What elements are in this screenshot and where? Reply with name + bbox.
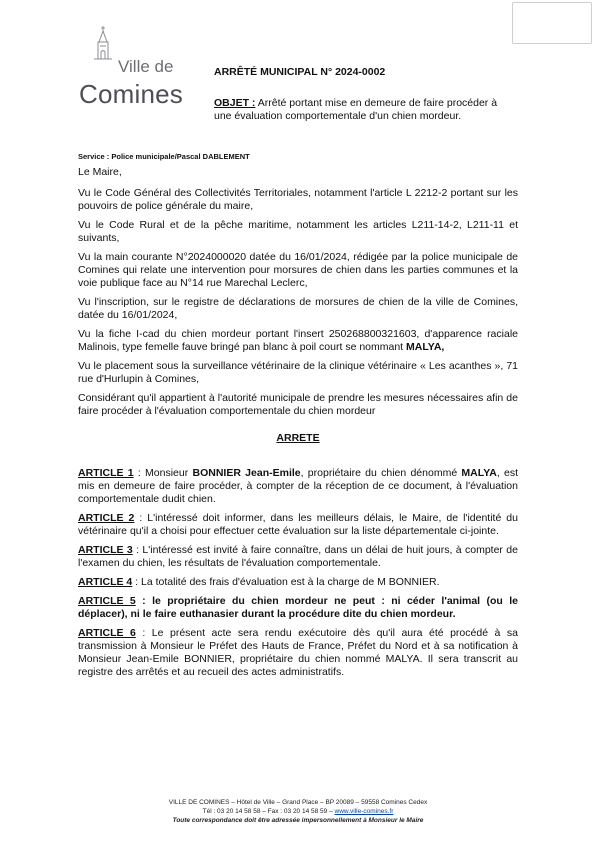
footer-contact xyxy=(78,807,518,816)
article-1-text-b: , est mis en demeure de faire procéder, à compter de la réception de ce document, à l'évaluation comportementale dudit chien. xyxy=(78,467,519,505)
article-3 xyxy=(78,544,518,570)
considerant-placement: Vu le placement sous la surveillance vétérinaire de la clinique vétérinaire « Les acanthes », 71 rue d'Hurlupin à Comines, xyxy=(78,360,518,385)
article-6 xyxy=(78,627,518,679)
article-1-text-a: , propriétaire du chien dénommé xyxy=(300,467,462,479)
considerant-final: Considérant qu'il appartient à l'autorité municipale de prendre les mesures nécessaires afin de faire procéder à l'évaluation comportementale du chien mordeur xyxy=(78,392,518,417)
website-link[interactable]: www.ville-comines.fr xyxy=(334,808,394,815)
article-4-label: ARTICLE 4 xyxy=(78,576,133,588)
fiche-text: Vu la fiche I-cad du chien mordeur portant l'insert 250268800321603, d'apparence raciale Malinois, type femelle fauve bringé pan blanc à poil court se nommant xyxy=(78,328,518,353)
salutation: Le Maire, xyxy=(78,166,122,178)
article-6-text: : Le présent acte sera rendu exécutoire dès qu'il aura été procédé à sa transmission à Monsieur le Préfet des Hauts de France, Préfet du Nord et à sa notification à Monsieur Jean-Emile BONNIER, propriétaire du chien nommé MALYA. Il sera transcrit au registre des arrêtés et au recueil des actes administratifs. xyxy=(78,627,518,678)
article-1-sep: : Monsieur xyxy=(133,467,193,479)
footer-phone-fax: Tél : 03 20 14 58 58 – Fax : 03 20 14 58 59 – xyxy=(202,808,335,815)
footer xyxy=(78,798,518,825)
church-icon xyxy=(92,26,114,60)
considerant-code-rural: Vu le Code Rural et de la pêche maritime, notamment les articles L211-14-2, L211-11 et suivants, xyxy=(78,219,518,244)
owner-name: BONNIER Jean-Emile xyxy=(192,467,301,479)
arrete-heading: ARRETE xyxy=(276,432,320,444)
footer-note: Toute correspondance doit être adressée impersonnellement à Monsieur le Maire xyxy=(172,817,424,824)
considerant-main-courante: Vu la main courante N°2024000020 datée du 16/01/2024, rédigée par la police municipale de Comines qui relate une intervention pour morsures de chien dans les parties communes et la voie publique face au N°14 rue Marechal Leclerc, xyxy=(78,251,518,289)
article-1-dog-name: MALYA xyxy=(461,467,497,479)
article-5 xyxy=(78,595,518,621)
article-1-label: ARTICLE 1 xyxy=(78,467,134,479)
document-title: ARRÊTÉ MUNICIPAL N° 2024-0002 xyxy=(214,66,386,78)
article-2 xyxy=(78,512,518,538)
article-3-label: ARTICLE 3 xyxy=(78,544,133,556)
footer-address: VILLE DE COMINES – Hôtel de Ville – Grand Place – BP 20089 – 59558 Comines Cedex xyxy=(168,799,428,806)
considerant-cgct: Vu le Code Général des Collectivités Territoriales, notamment l'article L 2212-2 portant sur les pouvoirs de police générale du maire, xyxy=(78,187,518,212)
subject xyxy=(214,97,514,123)
considerant-fiche-icad xyxy=(78,328,518,354)
subject-label: OBJET : xyxy=(214,97,256,109)
article-4 xyxy=(78,576,518,589)
article-4-text: : La totalité des frais d'évaluation est à la charge de M BONNIER. xyxy=(132,576,440,588)
article-1 xyxy=(78,467,518,506)
considerant-registre: Vu l'inscription, sur le registre de déclarations de morsures de chien de la ville de Comines, datée du 16/01/2024, xyxy=(78,296,518,321)
dog-name: MALYA, xyxy=(406,341,445,353)
article-5-label: ARTICLE 5 xyxy=(78,595,136,607)
article-2-label: ARTICLE 2 xyxy=(78,512,135,524)
registration-stamp-box xyxy=(512,2,592,44)
article-2-text: : L'intéressé doit informer, dans les meilleurs délais, le Maire, de l'identité du vétérinaire qu'il a choisi pour effectuer cette évaluation sur la liste départementale ci-jointe. xyxy=(78,512,518,537)
subject-text: Arrêté portant mise en demeure de faire procéder à une évaluation comportementale d'un chien mordeur. xyxy=(214,97,498,122)
logo-ville-text: Ville de xyxy=(118,57,174,76)
document-body xyxy=(78,166,518,685)
service-line: Service : Police municipale/Pascal DABLEMENT xyxy=(78,152,250,161)
article-6-label: ARTICLE 6 xyxy=(78,627,136,639)
article-3-text: : L'intéressé est invité à faire connaître, dans un délai de huit jours, à compter de l'examen du chien, les résultats de l'évaluation comportementale. xyxy=(78,544,518,569)
logo-comines-text: Comines xyxy=(79,79,183,109)
city-logo xyxy=(78,26,198,110)
article-5-text: : le propriétaire du chien mordeur ne peut : ni céder l'animal (ou le déplacer), ni le faire euthanasier durant la procédure dite du chien mordeur. xyxy=(78,595,518,620)
